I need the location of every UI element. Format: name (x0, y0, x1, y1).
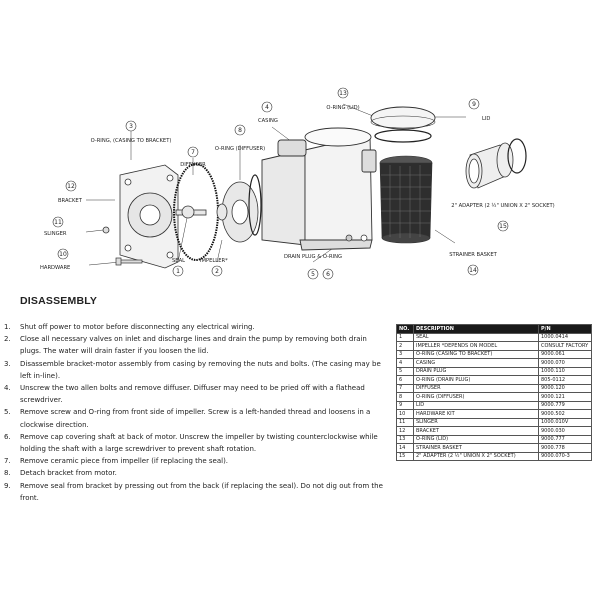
part-number-cell: 11 (397, 418, 414, 427)
part-pn-cell: 9000.061 (539, 350, 592, 359)
step-item: 3. Disassemble bracket-motor assembly from casing by removing the nuts and bolts. (The casing may be left in-line). (4, 359, 381, 380)
table-row (397, 359, 592, 368)
table-row (397, 350, 592, 359)
part-pn-cell: 1000.0414 (539, 333, 592, 342)
part-description-cell: 2" ADAPTER (2 ½" UNION X 2" SOCKET) (414, 452, 539, 461)
step-item: 6. Remove cap covering shaft at back of motor. Unscrew the impeller by twisting counterclockwise while holding the shaft with a large screwdriver to prevent shaft rotation. (4, 432, 378, 454)
part-pn-cell: 9000.778 (539, 444, 592, 453)
o-ring-lid-part (375, 130, 431, 142)
table-row (397, 384, 592, 393)
callout-num-7: 7 (191, 149, 195, 156)
part-number-cell: 13 (397, 435, 414, 444)
exploded-pump-diagram (0, 0, 600, 290)
part-description-cell: DIFFUSER (414, 384, 539, 393)
table-row (397, 452, 592, 461)
part-description-cell: DRAIN PLUG (414, 367, 539, 376)
callout-num-12: 12 (67, 183, 75, 190)
table-row (397, 333, 592, 342)
part-pn-cell: 1000.010V (539, 418, 592, 427)
table-row (397, 342, 592, 351)
part-pn-cell: 9000.779 (539, 401, 592, 410)
table-row (397, 376, 592, 385)
section-heading: DISASSEMBLY (20, 295, 98, 307)
callout-num-4: 4 (265, 104, 269, 111)
header-description: DESCRIPTION (414, 325, 539, 334)
part-description-cell: HARDWARE KIT (414, 410, 539, 419)
step-item: 4. Unscrew the two allen bolts and remove diffuser. Diffuser may need to be pried off with a flathead screwdriver. (4, 384, 365, 405)
part-pn-cell: 9000.070-3 (539, 452, 592, 461)
part-pn-cell: 9000.120 (539, 384, 592, 393)
part-description-cell: O-RING (DRAIN PLUG) (414, 376, 539, 385)
part-pn-cell: 9000.502 (539, 410, 592, 419)
part-description-cell: BRACKET (414, 427, 539, 436)
callout-num-8: 8 (238, 127, 242, 134)
parts-table (396, 324, 592, 461)
callout-num-13: 13 (339, 90, 347, 97)
parts-table-header-row (397, 325, 592, 334)
callout-label-10: HARDWARE (40, 265, 71, 271)
callout-label-1: SEAL (172, 258, 186, 264)
callout-num-3: 3 (129, 123, 133, 130)
part-description-cell: IMPELLER *DEPENDS ON MODEL (414, 342, 539, 351)
header-part-number: P/N (539, 325, 592, 334)
table-row (397, 410, 592, 419)
callout-label-5: DRAIN PLUG & O-RING (283, 254, 343, 260)
part-number-cell: 14 (397, 444, 414, 453)
step-item: 5. Remove screw and O-ring from front side of impeller. Screw is a left-handed thread and loosens in a clockwise direction. (4, 408, 371, 429)
callout-label-12: BRACKET (58, 198, 82, 204)
bracket-part (120, 165, 178, 268)
callout-label-2: IMPELLER* (200, 258, 228, 264)
part-pn-cell: 805-0112 (539, 376, 592, 385)
table-row (397, 367, 592, 376)
callout-num-14: 14 (469, 267, 477, 274)
part-number-cell: 15 (397, 452, 414, 461)
callout-num-6: 6 (326, 271, 330, 278)
part-description-cell: O-RING (LID) (414, 435, 539, 444)
part-pn-cell: 9000.070 (539, 359, 592, 368)
part-pn-cell: 9000.777 (539, 435, 592, 444)
callout-num-11: 11 (54, 219, 62, 226)
part-number-cell: 4 (397, 359, 414, 368)
part-number-cell: 6 (397, 376, 414, 385)
part-number-cell: 1 (397, 333, 414, 342)
part-pn-cell: CONSULT FACTORY (539, 342, 592, 351)
part-number-cell: 9 (397, 401, 414, 410)
step-item: 1. Shut off power to motor before disconnecting any electrical wiring. (4, 323, 255, 331)
part-description-cell: O-RING (DIFFUSER) (414, 393, 539, 402)
part-description-cell: O-RING (CASING TO BRACKET) (414, 350, 539, 359)
table-row (397, 427, 592, 436)
part-number-cell: 5 (397, 367, 414, 376)
callout-label-8: O-RING (DIFFUSER) (214, 146, 266, 152)
callout-num-9: 9 (472, 101, 476, 108)
slinger-part (103, 227, 109, 233)
part-pn-cell: 9000.030 (539, 427, 592, 436)
table-row (397, 444, 592, 453)
part-description-cell: STRAINER BASKET (414, 444, 539, 453)
part-number-cell: 12 (397, 427, 414, 436)
part-number-cell: 10 (397, 410, 414, 419)
parts-table-body (397, 333, 592, 461)
callout-num-1: 1 (176, 268, 180, 275)
part-number-cell: 8 (397, 393, 414, 402)
callout-label-9: LID (482, 116, 491, 122)
part-number-cell: 2 (397, 342, 414, 351)
header-no: NO. (397, 325, 414, 334)
callout-label-4: CASING (258, 118, 278, 124)
part-description-cell: SEAL (414, 333, 539, 342)
casing-part (262, 128, 376, 250)
drain-plug-o-ring-part (361, 235, 367, 241)
callout-label-11: SLINGER (44, 231, 67, 237)
table-row (397, 418, 592, 427)
adapter-part (466, 143, 513, 188)
impeller-part (176, 182, 258, 242)
part-number-cell: 7 (397, 384, 414, 393)
callout-num-5: 5 (311, 271, 315, 278)
part-pn-cell: 1000.110 (539, 367, 592, 376)
part-pn-cell: 9000.121 (539, 393, 592, 402)
callout-label-3: O-RING, (CASING TO BRACKET) (90, 138, 172, 144)
callout-label-13: O-RING (LID) (326, 105, 360, 111)
part-description-cell: CASING (414, 359, 539, 368)
callout-label-15: 2" ADAPTER (2 ½" UNION X 2" SOCKET) (451, 203, 555, 209)
step-item: 8. Detach bracket from motor. (4, 469, 117, 478)
callout-label-7: DIFFUSER (180, 162, 206, 168)
callout-label-14: STRAINER BASKET (449, 252, 497, 258)
callout-num-15: 15 (499, 223, 507, 230)
callout-num-10: 10 (59, 251, 67, 258)
step-item: 9. Remove seal from bracket by pressing out from the back (if replacing the seal). Do not dig out from the front. (4, 481, 383, 502)
callout-num-2: 2 (215, 268, 219, 275)
disassembly-steps (4, 321, 384, 504)
table-row (397, 435, 592, 444)
drain-plug-part (346, 235, 352, 241)
table-row (397, 393, 592, 402)
step-item: 2. Close all necessary valves on inlet and discharge lines and drain the pump by removing both drain plugs. The water will drain faster if you loosen the lid. (4, 335, 367, 356)
strainer-basket-part (380, 156, 432, 243)
table-row (397, 401, 592, 410)
step-item: 7. Remove ceramic piece from impeller (if replacing the seal). (4, 457, 229, 466)
part-number-cell: 3 (397, 350, 414, 359)
part-description-cell: LID (414, 401, 539, 410)
part-description-cell: SLINGER (414, 418, 539, 427)
